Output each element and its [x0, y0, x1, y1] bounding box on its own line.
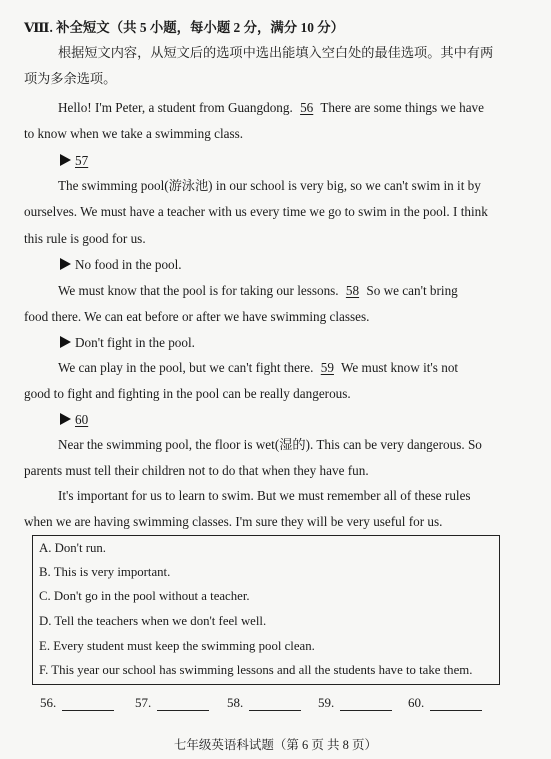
answer-label: 58.: [227, 695, 244, 710]
passage-line: ourselves. We must have a teacher with us every time we go to swim in the pool. I think: [24, 204, 488, 219]
passage-text: So we can't bring: [366, 283, 458, 298]
option-d: D. Tell the teachers when we don't feel well.: [39, 614, 267, 628]
passage-line: food there. We can eat before or after we have swimming classes.: [24, 309, 370, 324]
blank-58: 58: [345, 283, 360, 298]
passage-line: to know when we take a swimming class.: [24, 126, 244, 141]
page-footer: 七年级英语科试题（第 6 页 共 8 页）: [173, 738, 378, 752]
answer-59[interactable]: [318, 695, 392, 711]
rule-text: Don't fight in the pool.: [75, 335, 195, 350]
passage-text: We can play in the pool, but we can't fight there.: [58, 360, 314, 375]
passage-line: good to fight and fighting in the pool can be really dangerous.: [24, 386, 351, 401]
passage-text: We must know it's not: [341, 360, 459, 375]
option-e: E. Every student must keep the swimming pool clean.: [39, 639, 315, 653]
passage-line: [58, 283, 458, 299]
blank-57: 57: [75, 153, 89, 168]
passage-line: parents must tell their children not to do that when they have fun.: [24, 463, 369, 478]
passage-line: when we are having swimming classes. I'm sure they will be very useful for us.: [24, 514, 443, 529]
passage-text: Hello! I'm Peter, a student from Guangdong.: [58, 100, 293, 115]
answer-blank[interactable]: [62, 698, 114, 711]
option-f: F. This year our school has swimming lessons and all the students have to take them.: [39, 663, 473, 677]
passage-line: this rule is good for us.: [24, 231, 146, 246]
option-b: B. This is very important.: [39, 565, 171, 579]
passage-line: [58, 360, 458, 376]
answer-blank[interactable]: [157, 698, 209, 711]
passage-line: It's important for us to learn to swim. But we must remember all of these rules: [58, 488, 471, 503]
blank-60: 60: [75, 412, 89, 427]
blank-56: 56: [300, 100, 314, 115]
blank-60-line: [60, 412, 88, 428]
rule-line: [60, 335, 195, 351]
instruction-line-2: 项为多余选项。: [24, 71, 117, 86]
rule-text: No food in the pool.: [75, 257, 182, 272]
answer-60[interactable]: [408, 695, 482, 711]
answer-58[interactable]: [227, 695, 301, 711]
arrow-icon: [60, 336, 71, 348]
answer-label: 60.: [408, 695, 425, 710]
answer-56[interactable]: [40, 695, 114, 711]
blank-57-line: [60, 153, 88, 169]
answer-blank[interactable]: [340, 698, 392, 711]
answer-57[interactable]: [135, 695, 209, 711]
passage-line: The swimming pool(游泳池) in our school is very big, so we can't swim in it by: [58, 178, 481, 193]
instruction-line-1: 根据短文内容，从短文后的选项中选出能填入空白处的最佳选项。其中有两: [58, 45, 494, 60]
option-c: C. Don't go in the pool without a teacher.: [39, 589, 250, 603]
answer-blank[interactable]: [249, 698, 301, 711]
rule-line: [60, 257, 182, 273]
passage-text: There are some things we have: [320, 100, 485, 115]
blank-59: 59: [320, 360, 334, 375]
section-title: Ⅷ. 补全短文（共 5 小题，每小题 2 分，满分 10 分）: [24, 20, 345, 35]
passage-text: We must know that the pool is for taking our lessons.: [58, 283, 339, 298]
option-a: A. Don't run.: [39, 541, 106, 555]
answer-label: 57.: [135, 695, 152, 710]
arrow-icon: [60, 258, 71, 270]
answer-label: 59.: [318, 695, 335, 710]
answer-blank[interactable]: [430, 698, 482, 711]
options-box: [32, 535, 500, 685]
answer-label: 56.: [40, 695, 57, 710]
arrow-icon: [60, 154, 71, 166]
passage-line: [58, 100, 484, 116]
arrow-icon: [60, 413, 71, 425]
passage-line: Near the swimming pool, the floor is wet(湿的). This can be very dangerous. So: [58, 437, 482, 452]
